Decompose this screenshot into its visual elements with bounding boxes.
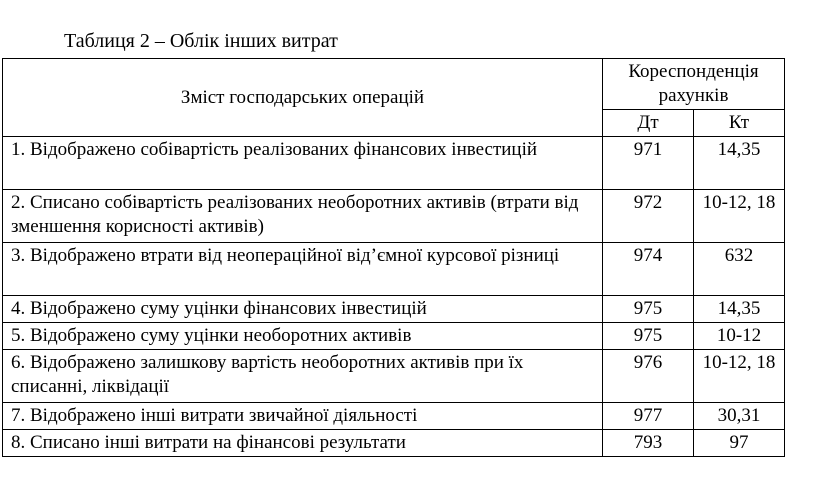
table-caption: Таблиця 2 – Облік інших витрат xyxy=(64,30,338,52)
header-accounts: Кореспонденція рахунків xyxy=(603,59,785,110)
operation-cell: 5. Відображено суму уцінки необоротних активів xyxy=(3,323,603,350)
table-row xyxy=(3,403,785,430)
header-credit: Кт xyxy=(694,110,785,137)
debit-cell: 793 xyxy=(603,430,694,457)
table-row xyxy=(3,137,785,190)
credit-cell: 632 xyxy=(694,243,785,296)
expenses-table xyxy=(2,58,785,457)
operation-cell: 4. Відображено суму уцінки фінансових інвестицій xyxy=(3,296,603,323)
operation-cell: 7. Відображено інші витрати звичайної діяльності xyxy=(3,403,603,430)
table-row xyxy=(3,243,785,296)
debit-cell: 971 xyxy=(603,137,694,190)
credit-cell: 10-12, 18 xyxy=(694,190,785,243)
table-row xyxy=(3,323,785,350)
credit-cell: 30,31 xyxy=(694,403,785,430)
debit-cell: 972 xyxy=(603,190,694,243)
credit-cell: 97 xyxy=(694,430,785,457)
table-row xyxy=(3,350,785,403)
header-debit: Дт xyxy=(603,110,694,137)
credit-cell: 10-12 xyxy=(694,323,785,350)
credit-cell: 14,35 xyxy=(694,296,785,323)
credit-cell: 14,35 xyxy=(694,137,785,190)
header-row xyxy=(3,59,785,110)
credit-cell: 10-12, 18 xyxy=(694,350,785,403)
debit-cell: 974 xyxy=(603,243,694,296)
operation-cell: 1. Відображено собівартість реалізованих фінансових інвестицій xyxy=(3,137,603,190)
debit-cell: 977 xyxy=(603,403,694,430)
operation-cell: 8. Списано інші витрати на фінансові результати xyxy=(3,430,603,457)
operation-cell: 2. Списано собівартість реалізованих необоротних активів (втрати від зменшення корисності активів) xyxy=(3,190,603,243)
header-operations: Зміст господарських операцій xyxy=(3,59,603,137)
debit-cell: 975 xyxy=(603,323,694,350)
debit-cell: 976 xyxy=(603,350,694,403)
table-row xyxy=(3,296,785,323)
table-row xyxy=(3,430,785,457)
debit-cell: 975 xyxy=(603,296,694,323)
table-row xyxy=(3,190,785,243)
operation-cell: 3. Відображено втрати від неопераційної від’ємної курсової різниці xyxy=(3,243,603,296)
operation-cell: 6. Відображено залишкову вартість необоротних активів при їх списанні, ліквідації xyxy=(3,350,603,403)
